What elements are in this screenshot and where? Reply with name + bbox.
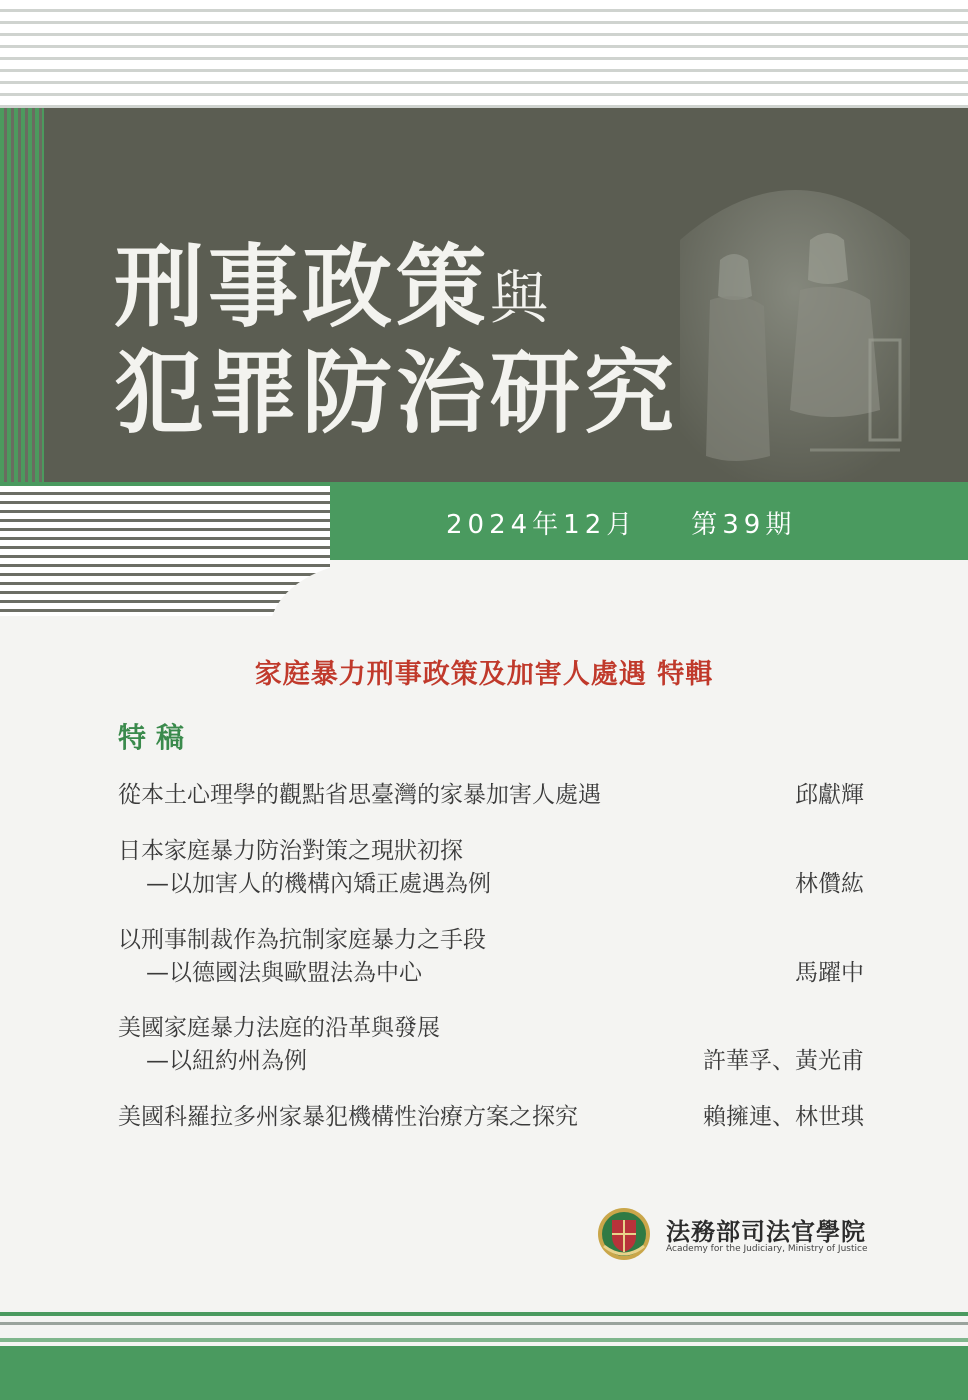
publisher-name-en: Academy for the Judiciary, Ministry of Justice: [666, 1244, 868, 1254]
article-title: 從本土心理學的觀點省思臺灣的家暴加害人處遇: [118, 782, 601, 808]
bottom-band: [0, 1346, 968, 1400]
article-authors: 賴擁連、林世琪: [703, 1104, 864, 1130]
bottom-divider: [0, 1312, 968, 1316]
article-entry: [118, 1098, 864, 1131]
issue-number: 第39期: [691, 510, 797, 540]
issue-info: [446, 504, 796, 541]
article-entry: [118, 921, 864, 987]
article-title: 美國科羅拉多州家暴犯機構性治療方案之探究: [118, 1104, 578, 1130]
issue-date: 2024年12月: [446, 510, 638, 540]
article-subtitle: —以德國法與歐盟法為中心: [146, 960, 422, 986]
article-subtitle: —以加害人的機構內矯正處遇為例: [146, 871, 491, 897]
publisher-logo: [596, 1206, 876, 1266]
article-entry: [118, 776, 864, 809]
section-label: 特稿: [118, 721, 195, 754]
publisher-name-cn: 法務部司法官學院: [666, 1217, 866, 1246]
article-title: 日本家庭暴力防治對策之現狀初探: [118, 838, 463, 864]
title-text-1: 刑事政策: [114, 235, 490, 340]
article-entry: [118, 832, 864, 898]
bottom-stripe: [0, 1338, 968, 1342]
bottom-divider: [0, 1322, 968, 1325]
article-title: 以刑事制裁作為抗制家庭暴力之手段: [118, 927, 486, 953]
article-authors: 林儹紘: [795, 871, 864, 897]
journal-title-line2: 犯罪防治研究: [114, 341, 678, 446]
article-authors: 邱獻輝: [795, 782, 864, 808]
article-authors: 許華孚、黃光甫: [703, 1048, 864, 1074]
article-entry: [118, 1009, 864, 1075]
special-issue-title: 家庭暴力刑事政策及加害人處遇 特輯: [254, 659, 714, 690]
article-authors: 馬躍中: [795, 960, 864, 986]
gray-white-stripes: [0, 486, 330, 616]
stele-relief-image: [660, 150, 930, 480]
article-title: 美國家庭暴力法庭的沿革與發展: [118, 1015, 440, 1041]
academy-emblem-icon: [596, 1206, 652, 1262]
article-subtitle: —以紐約州為例: [146, 1048, 307, 1074]
left-green-stripes: [0, 108, 44, 490]
top-stripes: [0, 0, 968, 108]
title-conjunction: 與: [490, 264, 549, 332]
